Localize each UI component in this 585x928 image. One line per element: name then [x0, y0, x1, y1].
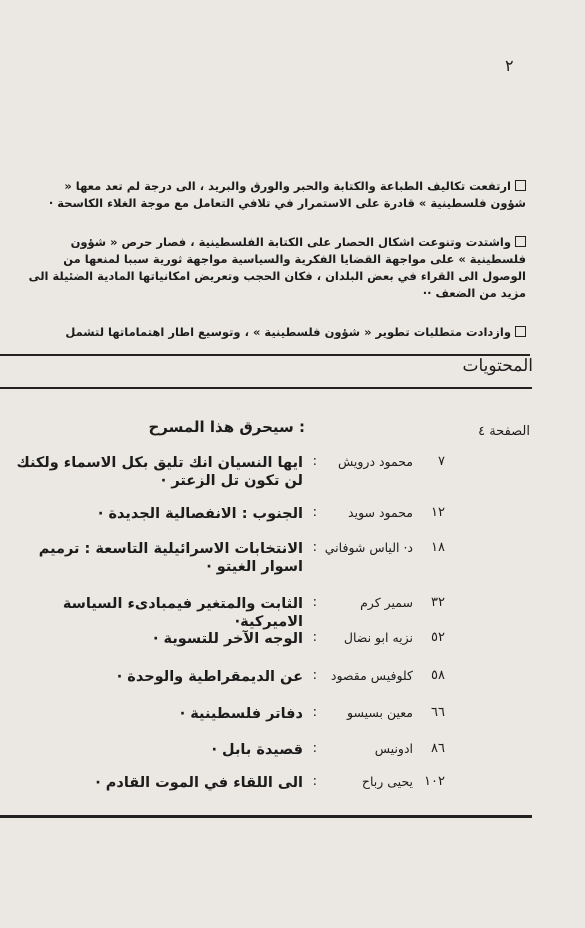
first-entry-title: : سيحرق هذا المسرح: [148, 418, 305, 436]
entry-colon: :: [312, 505, 317, 520]
entry-page: ٧: [438, 454, 445, 469]
entry-colon: :: [312, 774, 317, 789]
page-column-label: الصفحة ٤: [478, 424, 530, 439]
entry-author: محمود درويش: [337, 454, 413, 469]
note-item: [26, 178, 526, 212]
divider: [0, 815, 532, 818]
entry-page: ١٠٢: [424, 774, 445, 789]
entry-title: الثابت والمتغير فيمبادىء السياسة الاميركية·: [62, 596, 303, 630]
entry-author: ادونيس: [374, 741, 413, 756]
entry-colon: :: [312, 630, 317, 645]
entry-author: محمود سويد: [348, 505, 413, 520]
entry-author: سمير كرم: [360, 595, 413, 610]
entry-page: ١٨: [431, 540, 445, 555]
entry-colon: :: [312, 540, 317, 555]
entry-title: عن الديمقراطية والوحدة ·: [116, 669, 303, 685]
entry-author: يحيى رباح: [361, 774, 413, 789]
entry-page: ٣٢: [431, 595, 445, 610]
entry-colon: :: [312, 454, 317, 469]
entry-title: دفاتر فلسطينية ·: [179, 706, 303, 722]
entry-page: ٦٦: [431, 705, 445, 720]
entry-title: قصيدة بابل ·: [211, 742, 303, 758]
note-text: ارتفعت تكاليف الطباعة والكتابة والحبر والورق والبريد ، الى درجة لم تعد معها « شؤون فلسطينية » قادرة على الاستمرار في تلافي التعامل مع موجة الغلاء الكاسحة ·: [48, 179, 526, 210]
entry-page: ٥٢: [431, 630, 445, 645]
contents-heading: المحتويات: [462, 356, 533, 376]
intro-notes: [26, 178, 526, 363]
checkbox-square-icon: [515, 236, 526, 247]
entry-title: ايها النسيان انك تليق بكل الاسماء ولكنك لن تكون تل الزعتر ·: [16, 455, 303, 489]
entry-author: معين بسيسو: [347, 705, 413, 720]
entry-author: كلوفيس مقصود: [330, 668, 413, 683]
entry-title: الانتخابات الاسرائيلية التاسعة : ترميم اسوار الغيتو ·: [38, 541, 303, 575]
entry-colon: :: [312, 595, 317, 610]
note-item: [26, 324, 526, 341]
entry-title: الى اللقاء في الموت القادم ·: [95, 775, 303, 791]
checkbox-square-icon: [515, 326, 526, 337]
entry-colon: :: [312, 741, 317, 756]
entry-title: الجنوب : الانفصالية الجديدة ·: [97, 506, 303, 522]
entry-page: ٨٦: [431, 741, 445, 756]
note-text: واشتدت وتنوعت اشكال الحصار على الكتابة الفلسطينية ، فصار حرص « شؤون فلسطينية » على مواجهة القضايا الفكرية والسياسية مواجهة ثورية سببا لمنعها من الوصول الى القراء في بعض البلدان ، فكان الحجب وتعريض امكانياتها المادية الضئيلة الى مزيد من الضعف ··: [28, 235, 526, 300]
entry-page: ٥٨: [431, 668, 445, 683]
page-number: ٢: [505, 56, 514, 75]
entry-colon: :: [312, 705, 317, 720]
entry-author: نزيه ابو نضال: [343, 630, 413, 645]
entry-title: الوجه الآخر للتسوية ·: [152, 631, 303, 647]
entry-colon: :: [312, 668, 317, 683]
entry-author: د· الياس شوفاني: [324, 540, 413, 555]
checkbox-square-icon: [515, 180, 526, 191]
divider: [0, 387, 532, 389]
note-text: وازدادت متطلبات تطوير « شؤون فلسطينية » ، وتوسيع اطار اهتماماتها لتشمل: [65, 325, 511, 339]
note-item: [26, 234, 526, 302]
entry-page: ١٢: [431, 505, 445, 520]
